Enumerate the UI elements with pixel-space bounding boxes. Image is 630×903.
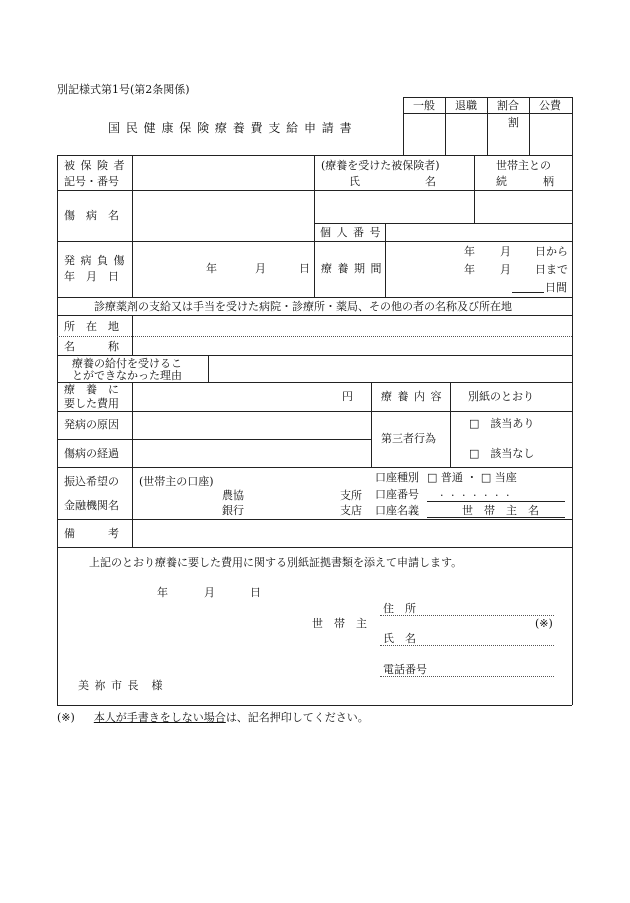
period-label: 療 養 期 間 xyxy=(321,262,383,275)
class-ratio: 割合 xyxy=(497,99,519,112)
disease-field[interactable] xyxy=(133,191,313,240)
period-from-year: 年 xyxy=(464,245,475,258)
applicant-name-field[interactable] xyxy=(420,631,554,645)
remarks-label: 備 考 xyxy=(64,527,119,540)
account-owner: (世帯主の口座) xyxy=(139,475,214,488)
insured-number-label: 被 保 険 者 xyxy=(64,159,126,172)
signature-mark: (※) xyxy=(535,617,553,630)
onset-label: 発 病 負 傷 xyxy=(64,254,126,267)
application-year: 年 xyxy=(157,586,168,599)
name-label: 名 称 xyxy=(64,340,119,353)
class-retired: 退職 xyxy=(455,99,477,112)
footnote xyxy=(57,712,369,723)
cost-label: 療 養 に xyxy=(64,383,119,396)
institution-address-field[interactable] xyxy=(133,316,571,335)
cause-field[interactable] xyxy=(133,412,370,438)
relation-label-gara: 柄 xyxy=(543,175,554,188)
third-party-label: 第三者行為 xyxy=(381,432,436,445)
address-label: 所 在 地 xyxy=(64,320,119,333)
addressee: 美 祢 市 長 様 xyxy=(78,679,164,692)
branch-type-branch: 支店 xyxy=(340,504,362,517)
medical-institution-heading: 診療薬剤の支給又は手当を受けた病院・診療所・薬局、その他の者の名称及び所在地 xyxy=(94,300,512,313)
remarks-field[interactable] xyxy=(133,520,571,546)
reason-field[interactable] xyxy=(209,356,571,381)
application-day: 日 xyxy=(250,586,261,599)
period-days: 日間 xyxy=(545,281,567,294)
account-type-options[interactable]: □ 普通 ・ □ 当座 xyxy=(427,471,517,484)
footnote-mark: (※) xyxy=(57,711,75,724)
cause-label: 発病の原因 xyxy=(64,418,119,431)
account-number-label: 口座番号 xyxy=(375,488,419,501)
onset-month: 月 xyxy=(255,262,266,275)
insured-number-field[interactable] xyxy=(133,156,313,189)
account-type-label: 口座種別 xyxy=(375,471,419,484)
account-number-field[interactable]: . . . . . . . xyxy=(440,486,512,499)
progress-field[interactable] xyxy=(133,440,370,466)
onset-day: 日 xyxy=(299,262,310,275)
onset-year: 年 xyxy=(206,262,217,275)
application-statement: 上記のとおり療養に要した費用に関する別紙証拠書類を添えて申請します。 xyxy=(89,556,463,569)
phone-field[interactable] xyxy=(430,662,554,676)
cost-field[interactable] xyxy=(133,383,333,410)
account-name-value: 世 帯 主 名 xyxy=(462,504,539,517)
bank-type-agri: 農協 xyxy=(222,489,244,502)
personal-number-field[interactable] xyxy=(386,224,571,240)
period-from-month: 月 xyxy=(500,245,511,258)
period-to-day: 日まで xyxy=(535,263,568,276)
applicant-address-label: 住 所 xyxy=(383,602,416,615)
content-value: 別紙のとおり xyxy=(468,390,534,403)
relation-label-zoku: 続 xyxy=(496,175,507,188)
period-to-month: 月 xyxy=(500,263,511,276)
institution-name-field[interactable] xyxy=(133,337,571,354)
period-from-day: 日から xyxy=(535,245,568,258)
applicable-no-checkbox[interactable]: □ 該当なし xyxy=(469,447,535,460)
insured-name-label: (療養を受けた被保険者) xyxy=(321,159,440,172)
ratio-unit: 割 xyxy=(508,116,519,129)
relation-label: 世帯主との xyxy=(496,159,551,172)
applicant-name-label: 氏 名 xyxy=(383,632,416,645)
bank-label: 振込希望の xyxy=(64,475,119,488)
reason-label: 療養の給付を受けるこ xyxy=(72,357,182,370)
form-number: 別記様式第1号(第2条関係) xyxy=(57,83,190,96)
cost-unit: 円 xyxy=(342,390,353,403)
phone-label: 電話番号 xyxy=(383,663,427,676)
page-title: 国 民 健 康 保 険 療 養 費 支 給 申 請 書 xyxy=(108,121,353,135)
footnote-underlined: 本人が手書きをしない場合 xyxy=(93,711,226,724)
branch-type-office: 支所 xyxy=(340,489,362,502)
bank-label-2: 金融機関名 xyxy=(64,499,119,512)
householder-label: 世 帯 主 xyxy=(312,617,367,630)
onset-label-2: 年 月 日 xyxy=(64,270,119,283)
insured-name-label-shi: 氏 xyxy=(349,175,360,188)
class-general: 一般 xyxy=(413,99,435,112)
progress-label: 傷病の経過 xyxy=(64,447,119,460)
applicant-address-field[interactable] xyxy=(420,601,554,615)
reason-label-2: とができなかった理由 xyxy=(72,369,182,382)
personal-number-label: 個 人 番 号 xyxy=(320,226,382,239)
cost-label-2: 要した費用 xyxy=(64,397,119,410)
footnote-rest: は、記名押印してください。 xyxy=(225,711,369,724)
insured-name-label-mei: 名 xyxy=(425,175,436,188)
bank-type-bank: 銀行 xyxy=(222,504,244,517)
disease-label: 傷 病 名 xyxy=(64,209,119,222)
content-label: 療 養 内 容 xyxy=(381,390,443,403)
insured-number-label-2: 記号・番号 xyxy=(64,175,119,188)
applicable-yes-checkbox[interactable]: □ 該当あり xyxy=(469,417,535,430)
period-to-year: 年 xyxy=(464,263,475,276)
class-public: 公費 xyxy=(539,99,561,112)
account-name-label: 口座名義 xyxy=(375,504,419,517)
application-month: 月 xyxy=(204,586,215,599)
